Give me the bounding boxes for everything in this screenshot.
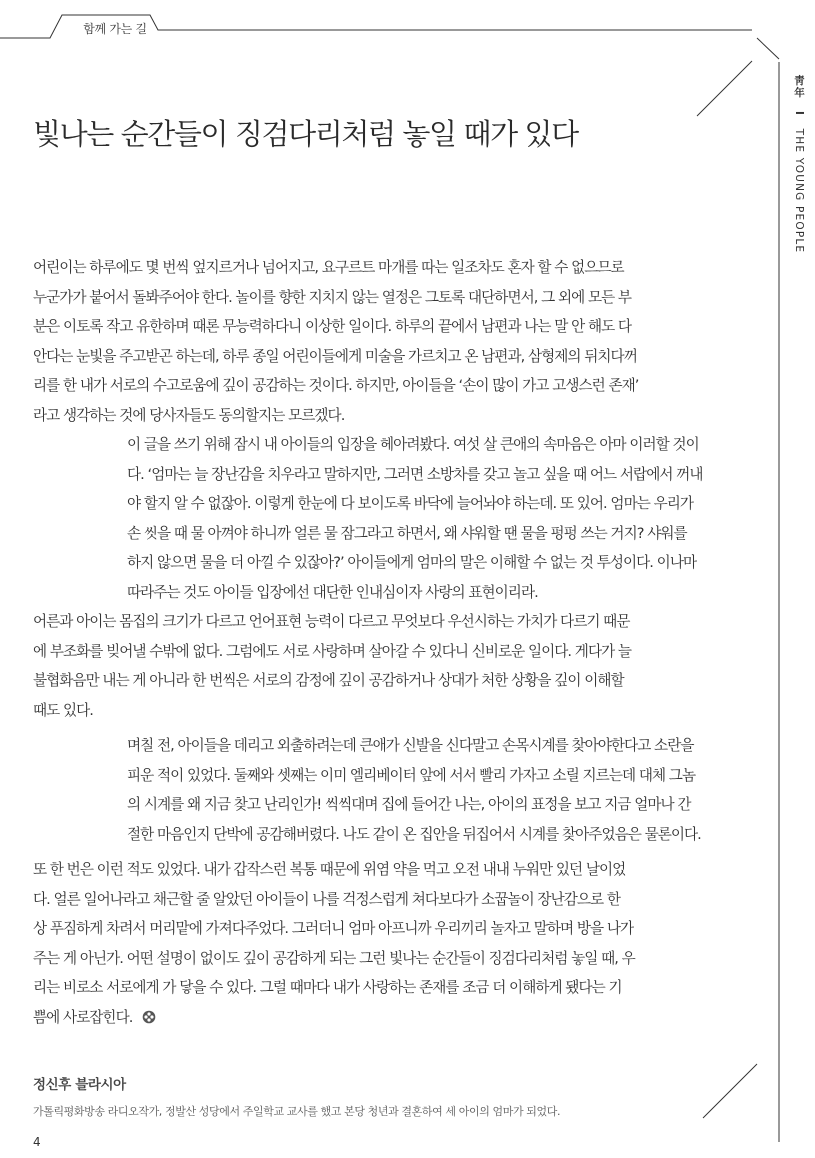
author-bio: 가톨릭평화방송 라디오작가, 정발산 성당에서 주일학교 교사를 했고 본당 청년과 결혼하여 세 아이의 엄마가 되었다. xyxy=(33,1105,561,1118)
side-section-label xyxy=(792,75,807,253)
section-tab-label: 함께 가는 길 xyxy=(83,22,147,36)
paragraph-line: 이 글을 쓰기 위해 잠시 내 아이들의 입장을 헤아려봤다. 여섯 살 큰애의 속마음은 아마 이러할 것이 xyxy=(127,436,699,453)
author-name: 정신후 블라시아 xyxy=(33,1077,126,1093)
paragraph-line: 피운 적이 있었다. 둘째와 셋째는 이미 엘리베이터 앞에 서서 빨리 가자고 소릴 지르는데 대체 그놈 xyxy=(127,766,696,784)
paragraph-line-text: 쁨에 사로잡힌다. xyxy=(33,1008,133,1026)
header-diagonal-rule xyxy=(757,38,779,59)
paragraph-line: 분은 이토록 작고 유한하며 때론 무능력하다니 이상한 일이다. 하루의 끝에서 남편과 나는 말 안 해도 다 xyxy=(33,318,632,336)
paragraph-line: 때도 있다. xyxy=(33,701,93,719)
paragraph-line: 상 푸짐하게 차려서 머리맡에 가져다주었다. 그러더니 엄마 아프니까 우리끼리 놀자고 말하며 방을 나가 xyxy=(33,920,634,938)
paragraph-line: 불협화음만 내는 게 아니라 한 번씩은 서로의 감정에 깊이 공감하거나 상대가 처한 상황을 깊이 이해할 xyxy=(33,672,624,690)
article-paragraph xyxy=(33,607,693,725)
article-title: 빛나는 순간들이 징검다리처럼 놓일 때가 있다 xyxy=(33,117,578,151)
paragraph-line: 안다는 눈빛을 주고받곤 하는데, 하루 종일 어린이들에게 미술을 가르치고 온 남편과, 삼형제의 뒤치다꺼 xyxy=(33,347,637,365)
paragraph-line: 라고 생각하는 것에 당사자들도 동의할지는 모르겠다. xyxy=(33,406,345,424)
side-label-hanja: 靑年 xyxy=(793,75,805,99)
paragraph-line: 의 시계를 왜 지금 찾고 난리인가! 씩씩대며 집에 들어간 나는, 아이의 표정을 보고 지금 얼마나 간 xyxy=(127,796,691,814)
article-paragraph xyxy=(127,430,747,608)
paragraph-line: 리를 한 내가 서로의 수고로움에 깊이 공감하는 것이다. 하지만, 아이들을 ‘손이 많이 가고 고생스런 존재’ xyxy=(33,377,639,395)
paragraph-line: 야 할지 알 수 없잖아. 이렇게 한눈에 다 보이도록 바닥에 늘어놔야 하는데. 또 있어. 엄마는 우리가 xyxy=(127,495,694,513)
paragraph-line xyxy=(33,1003,693,1033)
paragraph-line: 또 한 번은 이런 적도 있었다. 내가 갑작스런 복통 때문에 위염 약을 먹고 오전 내내 누워만 있던 날이었 xyxy=(33,861,626,878)
paragraph-line: 누군가가 붙어서 돌봐주어야 한다. 놀이를 향한 지치지 않는 열정은 그토록 대단하면서, 그 외에 모든 부 xyxy=(33,288,632,306)
paragraph-line: 손 씻을 때 물 아껴야 하니까 얼른 물 잠그라고 하면서, 왜 샤워할 땐 물을 펑펑 쓰는 거지? 샤워를 xyxy=(127,524,687,542)
article-paragraph xyxy=(33,855,693,1033)
paragraph-line: 어린이는 하루에도 몇 번씩 엎지르거나 넘어지고, 요구르트 마개를 따는 일조차도 혼자 할 수 없으므로 xyxy=(33,259,624,276)
paragraph-line: 따라주는 것도 아이들 입장에선 대단한 인내심이자 사랑의 표현이리라. xyxy=(127,583,538,601)
paragraph-line: 어른과 아이는 몸집의 크기가 다르고 언어표현 능력이 다르고 무엇보다 우선시하는 가치가 다르기 때문 xyxy=(33,613,630,630)
side-label-separator: I xyxy=(793,110,805,117)
page-number: 4 xyxy=(33,1135,41,1149)
paragraph-line: 다. ‘엄마는 늘 장난감을 치우라고 말하지만, 그러면 소방차를 갖고 놀고 싶을 때 어느 서랍에서 꺼내 xyxy=(127,465,703,483)
paragraph-line: 절한 마음인지 단박에 공감해버렸다. 나도 같이 온 집안을 뒤집어서 시계를 찾아주었음은 물론이다. xyxy=(127,825,701,843)
footer-diagonal-rule xyxy=(703,1064,757,1118)
paragraph-line: 며칠 전, 아이들을 데리고 외출하려는데 큰애가 신발을 신다말고 손목시계를 찾아야한다고 소란을 xyxy=(127,737,694,754)
paragraph-line: 에 부조화를 빚어낼 수밖에 없다. 그럼에도 서로 사랑하며 살아갈 수 있다니 신비로운 일이다. 게다가 늘 xyxy=(33,642,632,660)
paragraph-line: 다. 얼른 일어나라고 채근할 줄 알았던 아이들이 나를 걱정스럽게 쳐다보다가 소꿉놀이 장난감으로 한 xyxy=(33,890,621,908)
paragraph-line: 주는 게 아닌가. 어떤 설명이 없이도 깊이 공감하게 되는 그런 빛나는 순간들이 징검다리처럼 놓일 때, 우 xyxy=(33,949,635,967)
article-paragraph xyxy=(127,731,747,849)
end-of-article-mark-icon xyxy=(142,1010,156,1024)
paragraph-line: 리는 비로소 서로에게 가 닿을 수 있다. 그럴 때마다 내가 사랑하는 존재를 조금 더 이해하게 됐다는 기 xyxy=(33,979,622,997)
paragraph-line: 하지 않으면 물을 더 아낄 수 있잖아?’ 아이들에게 엄마의 말은 이해할 수 없는 것 투성이다. 이나마 xyxy=(127,554,697,572)
article-paragraph xyxy=(33,253,693,431)
title-diagonal-rule xyxy=(697,61,752,116)
side-label-english: THE YOUNG PEOPLE xyxy=(793,128,805,254)
